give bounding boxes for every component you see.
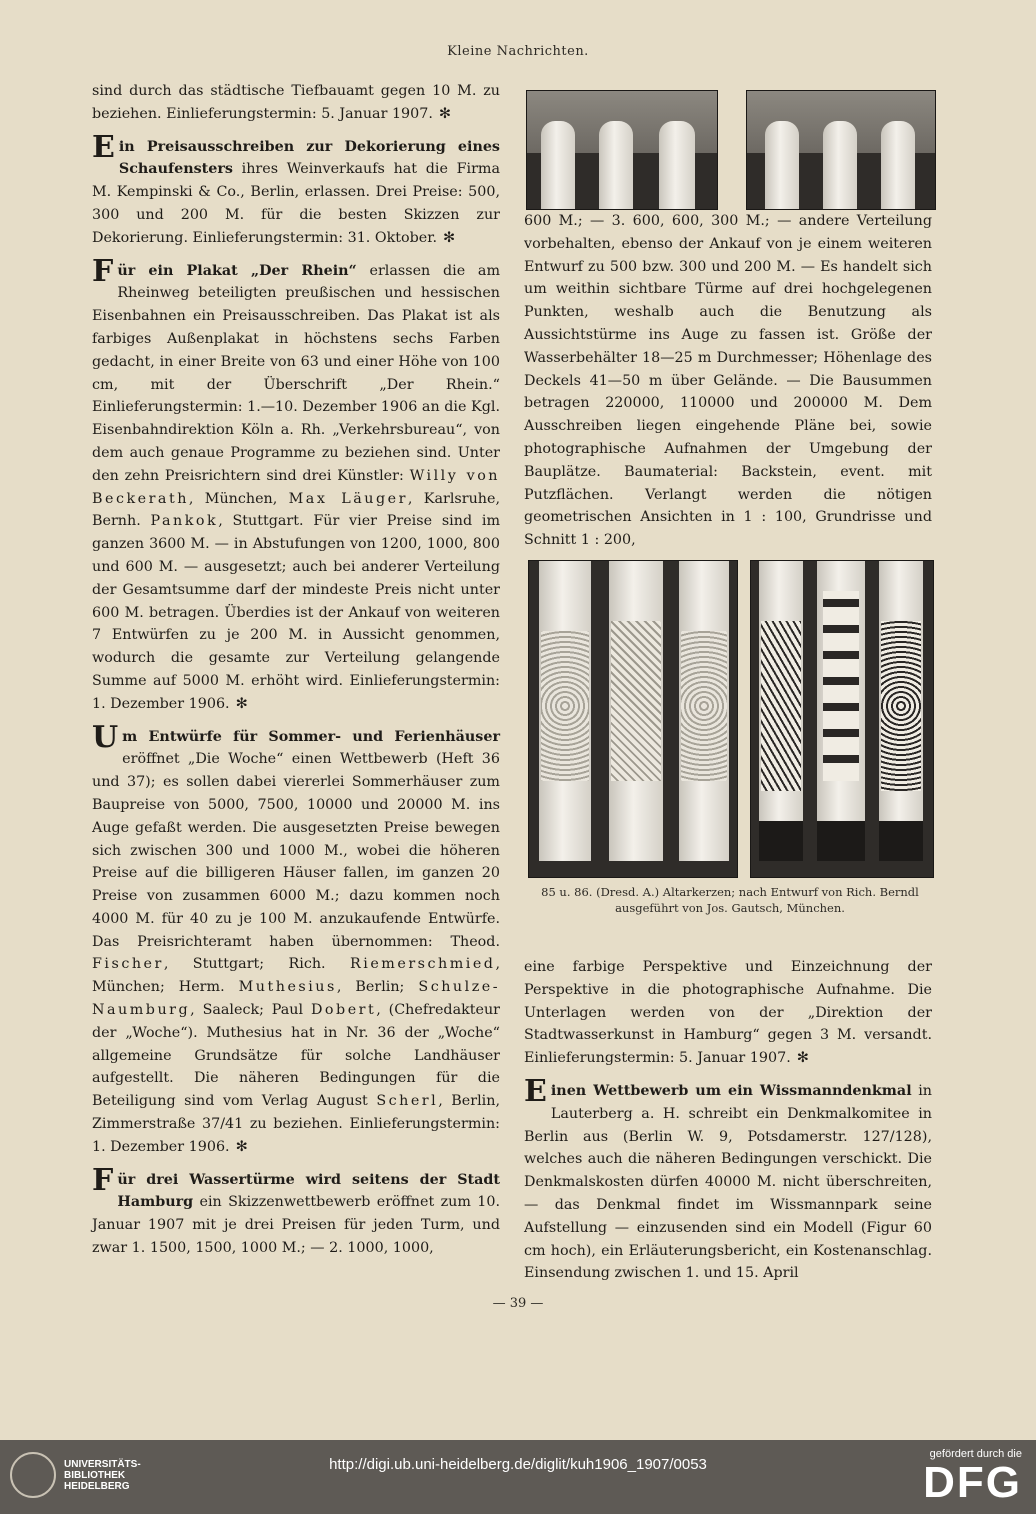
paragraph-woche-wettbewerb: Um Entwürfe für Sommer- und Ferienhäuser eröffnet „Die Woche“ einen Wettbewerb (Heft 36 und 37); es sollen dabei viererlei Sommerhäuser zum Baupreise von 5000, 7500, 10000 und 20000 M. ins Auge gefaßt werden. Die ausgesetzten Preise bewegen sich zwischen 300 und 1000 M., wobei die höheren Preise auf die billigeren Häuser fallen, im ganzen 20 Preise von zusammen 6000 M.; dazu kommen noch 4000 M. für 40 zu je 100 M. anzukaufende Entwürfe. Das Preisrichteramt haben übernommen: Theod. Fischer, Stuttgart; Rich. Riemerschmied, München; Herm. Muthesius, Berlin; Schulze-Naumburg, Saaleck; Paul Dobert, (Chefredakteur der „Woche“). Muthesius hat in Nr. 36 der „Woche“ allgemeine Grundsätze für solche Landhäuser aufgestellt. Die näheren Bedingungen für die Beteiligung sind vom Verlag August Scherl, Berlin, Zimmerstraße 37/41 zu beziehen. Einlieferungstermin: 1. Dezember 1906. ✻ xyxy=(92,726,500,1159)
uni-name-line: HEIDELBERG xyxy=(64,1480,130,1492)
photo-altar-candles-85 xyxy=(528,560,738,878)
paragraph-tiefbauamt: sind durch das städtische Tiefbauamt gegen 10 M. zu beziehen. Einlieferungstermin: 5. Januar 1907. ✻ xyxy=(92,80,500,126)
initial-letter: E xyxy=(524,1073,547,1109)
uni-name-line: UNIVERSITÄTS- xyxy=(64,1458,141,1470)
article-heading: ür drei Wassertürme wird seitens der Stadt Hamburg xyxy=(117,1171,500,1211)
dfg-wordmark: DFG xyxy=(923,1458,1022,1507)
initial-letter: F xyxy=(92,253,114,289)
photo-candle-tops-left xyxy=(526,90,718,210)
person-name: Schulze-Naumburg xyxy=(92,979,501,1019)
person-name: Fischer xyxy=(92,956,164,973)
paragraph-plakat-rhein: Für ein Plakat „Der Rhein“ erlassen die am Rheinweg beteiligten preußischen und hessischen Eisenbahnen ein Preisausschreiben. Das Plakat ist als farbiges Außenplakat in höchstens sechs Farben gedacht, in einer Breite von 63 und einer Höhe von 100 cm, mit der Überschrift „Der Rhein.“ Einlieferungstermin: 1.—10. Dezember 1906 an die Kgl. Eisenbahndirektion Köln a. Rh. „Verkehrsbureau“, von dem auch genaue Programme zu beziehen sind. Unter den zehn Preisrichtern sind drei Künstler: Willy von Beckerath, München, Max Läuger, Karlsruhe, Bernh. Pankok, Stuttgart. Für vier Preise sind im ganzen 3600 M. — in Abstufungen von 1200, 1000, 800 und 600 M. — ausgesetzt; auch bei anderer Verteilung der Gesamtsumme darf der mindeste Preis nicht unter 600 M. betragen. Überdies ist der Ankauf von weiteren 7 Entwürfen zu je 200 M. in Aussicht genommen, wodurch die gesamte zur Verteilung gelangende Summe auf 5000 M. erhöht wird. Einlieferungstermin: 1. Dezember 1906. ✻ xyxy=(92,260,500,716)
person-name: Willy von Beckerath xyxy=(92,467,501,507)
left-column xyxy=(92,80,500,1260)
permalink-url[interactable]: http://digi.ub.uni-heidelberg.de/diglit/kuh1906_1907/0053 xyxy=(329,1456,707,1473)
person-name: Muthesius xyxy=(238,979,337,996)
star-mark: ✻ xyxy=(235,695,248,712)
article-heading: ür ein Plakat „Der Rhein“ xyxy=(117,262,357,279)
photo-altar-candles-86 xyxy=(750,560,934,878)
person-name: Scherl xyxy=(376,1093,439,1110)
page-number: — 39 — xyxy=(492,1296,544,1311)
right-column-bottom xyxy=(524,956,932,1285)
star-mark: ✻ xyxy=(796,1050,809,1067)
paragraph-wassertuerme: Für drei Wassertürme wird seitens der Stadt Hamburg ein Skizzenwettbewerb eröffnet zum 10. Januar 1907 mit je drei Preisen für jeden Turm, und zwar 1. 1500, 1500, 1000 M.; — 2. 1000, 1000, xyxy=(92,1162,500,1257)
star-mark: ✻ xyxy=(235,1138,248,1155)
star-mark: ✻ xyxy=(438,105,451,122)
dfg-funding-note: gefördert durch die xyxy=(929,1448,1022,1460)
right-column-top xyxy=(524,210,932,552)
initial-letter: U xyxy=(92,719,119,755)
running-header: Kleine Nachrichten. xyxy=(447,44,589,59)
dfg-logo[interactable] xyxy=(923,1448,1022,1506)
article-heading: inen Wettbewerb um ein Wissmanndenkmal xyxy=(550,1082,912,1099)
article-heading: in Preisausschreiben zur Dekorierung eines Schaufensters xyxy=(118,138,500,178)
initial-letter: F xyxy=(92,1162,114,1198)
paragraph-wassertuerme-cont: 600 M.; — 3. 600, 600, 300 M.; — andere Verteilung vorbehalten, ebenso der Ankauf von je einem weiteren Entwurf zu 500 bzw. 300 und 200 M. — Es handelt sich um weithin sichtbare Türme auf drei hochgelegenen Punkten, weshalb auch die Benutzung als Aussichtstürme ins Auge zu fassen ist. Größe der Wasserbehälter 18—25 m Durchmesser; Höhenlage des Deckels 41—50 m über Gelände. — Die Bausummen betragen 220000, 110000 und 200000 M. Dem Ausschreiben liegen eingehende Pläne bei, sowie photographische Aufnahmen der Umgebung der Bauplätze. Baumaterial: Backstein, event. mit Putzflächen. Verlangt werden die nötigen geometrischen Ansichten in 1 : 100, Grundrisse und Schnitt 1 : 200, xyxy=(524,213,932,549)
paragraph-unterlagen: eine farbige Perspektive und Einzeichnung der Perspektive in die photographische Aufnahme. Die Unterlagen werden von der „Direktion der Stadtwasserkunst in Hamburg“ gegen 3 M. versandt. Einlieferungstermin: 5. Januar 1907. ✻ xyxy=(524,956,932,1070)
initial-letter: E xyxy=(92,129,115,165)
paragraph-wissmanndenkmal: Einen Wettbewerb um ein Wissmanndenkmal in Lauterberg a. H. schreibt ein Denkmalkomitee in Berlin aus (Berlin W. 9, Potsdamerstr. 127/128), welches auch die näheren Bedingungen verschickt. Die Denkmalskosten dürfen 40000 M. nicht überschreiten, — das Denkmal findet im Wissmannpark seine Aufstellung — einzusenden sind ein Modell (Figur 60 cm hoch), ein Erläuterungsbericht, ein Kostenanschlag. Einsendung zwischen 1. und 15. April xyxy=(524,1073,933,1282)
star-mark: ✻ xyxy=(443,229,456,246)
uni-name-line: BIBLIOTHEK xyxy=(64,1469,126,1481)
footer-bar xyxy=(0,1440,1036,1514)
person-name: Dobert xyxy=(310,1002,377,1019)
photo-candle-tops-right xyxy=(746,90,936,210)
person-name: Riemerschmied xyxy=(350,956,496,973)
article-heading: m Entwürfe für Sommer- und Ferienhäuser xyxy=(122,728,500,745)
paragraph-kempinski: Ein Preisausschreiben zur Dekorierung eines Schaufensters ihres Weinverkaufs hat die Firma M. Kempinski & Co., Berlin, erlassen. Drei Preise: 500, 300 und 200 M. für die besten Skizzen zur Dekorierung. Einlieferungstermin: 31. Oktober. ✻ xyxy=(92,136,500,250)
person-name: Pankok xyxy=(150,513,219,530)
person-name: Max Läuger xyxy=(288,490,408,507)
figure-caption: 85 u. 86. (Dresd. A.) Altarkerzen; nach Entwurf von Rich. Berndl ausgeführt von Jos. Gautsch, München. xyxy=(541,885,919,915)
